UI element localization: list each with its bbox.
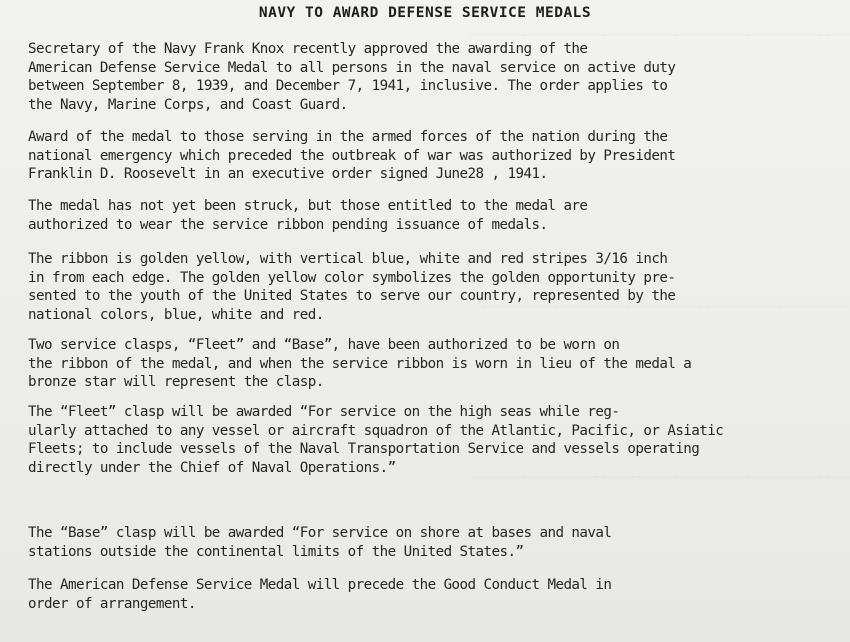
document-title: NAVY TO AWARD DEFENSE SERVICE MEDALS — [258, 5, 592, 21]
paragraph-service-clasps: Two service clasps, “Fleet” and “Base”, have been authorized to be worn on the ribbon of the medal, and when the service ribbon is worn in lieu of the medal a bronze star will represent the clasp. — [28, 337, 692, 390]
paragraph-ribbon-authorization: The medal has not yet been struck, but those entitled to the medal are authorized to wear the service ribbon pending issuance of medals. — [28, 198, 588, 233]
paragraph-executive-order: Award of the medal to those serving in the armed forces of the nation during the national emergency which preceded the outbreak of war was authorized by President Franklin D. Roosevelt in an executive order signed June28 , 1941. — [28, 129, 676, 182]
paragraph-approval: Secretary of the Navy Frank Knox recently approved the awarding of the American Defense Service Medal to all persons in the naval service on active duty between September 8, 1939, and December 7, 1941, inclusive. The order applies to the Navy, Marine Corps, and Coast Guard. — [28, 41, 676, 113]
paragraph-ribbon-description: The ribbon is golden yellow, with vertical blue, white and red stripes 3/16 inch in from each edge. The golden yellow color symbolizes the golden opportunity pre- sented to the youth of the United States to serve our country, represented by the national colors, blue, white and red. — [28, 251, 676, 323]
paragraph-medal-precedence: The American Defense Service Medal will precede the Good Conduct Medal in order of arrangement. — [28, 577, 612, 612]
paragraph-base-clasp: The “Base” clasp will be awarded “For service on shore at bases and naval stations outside the continental limits of the United States.” — [28, 525, 612, 560]
paragraph-fleet-clasp: The “Fleet” clasp will be awarded “For service on the high seas while reg- ularly attached to any vessel or aircraft squadron of the Atlantic, Pacific, or Asiatic Fleets; to include vessels of the Naval Transportation Service and vessels operating directly under the Chief of Naval Operations.” — [28, 404, 724, 476]
